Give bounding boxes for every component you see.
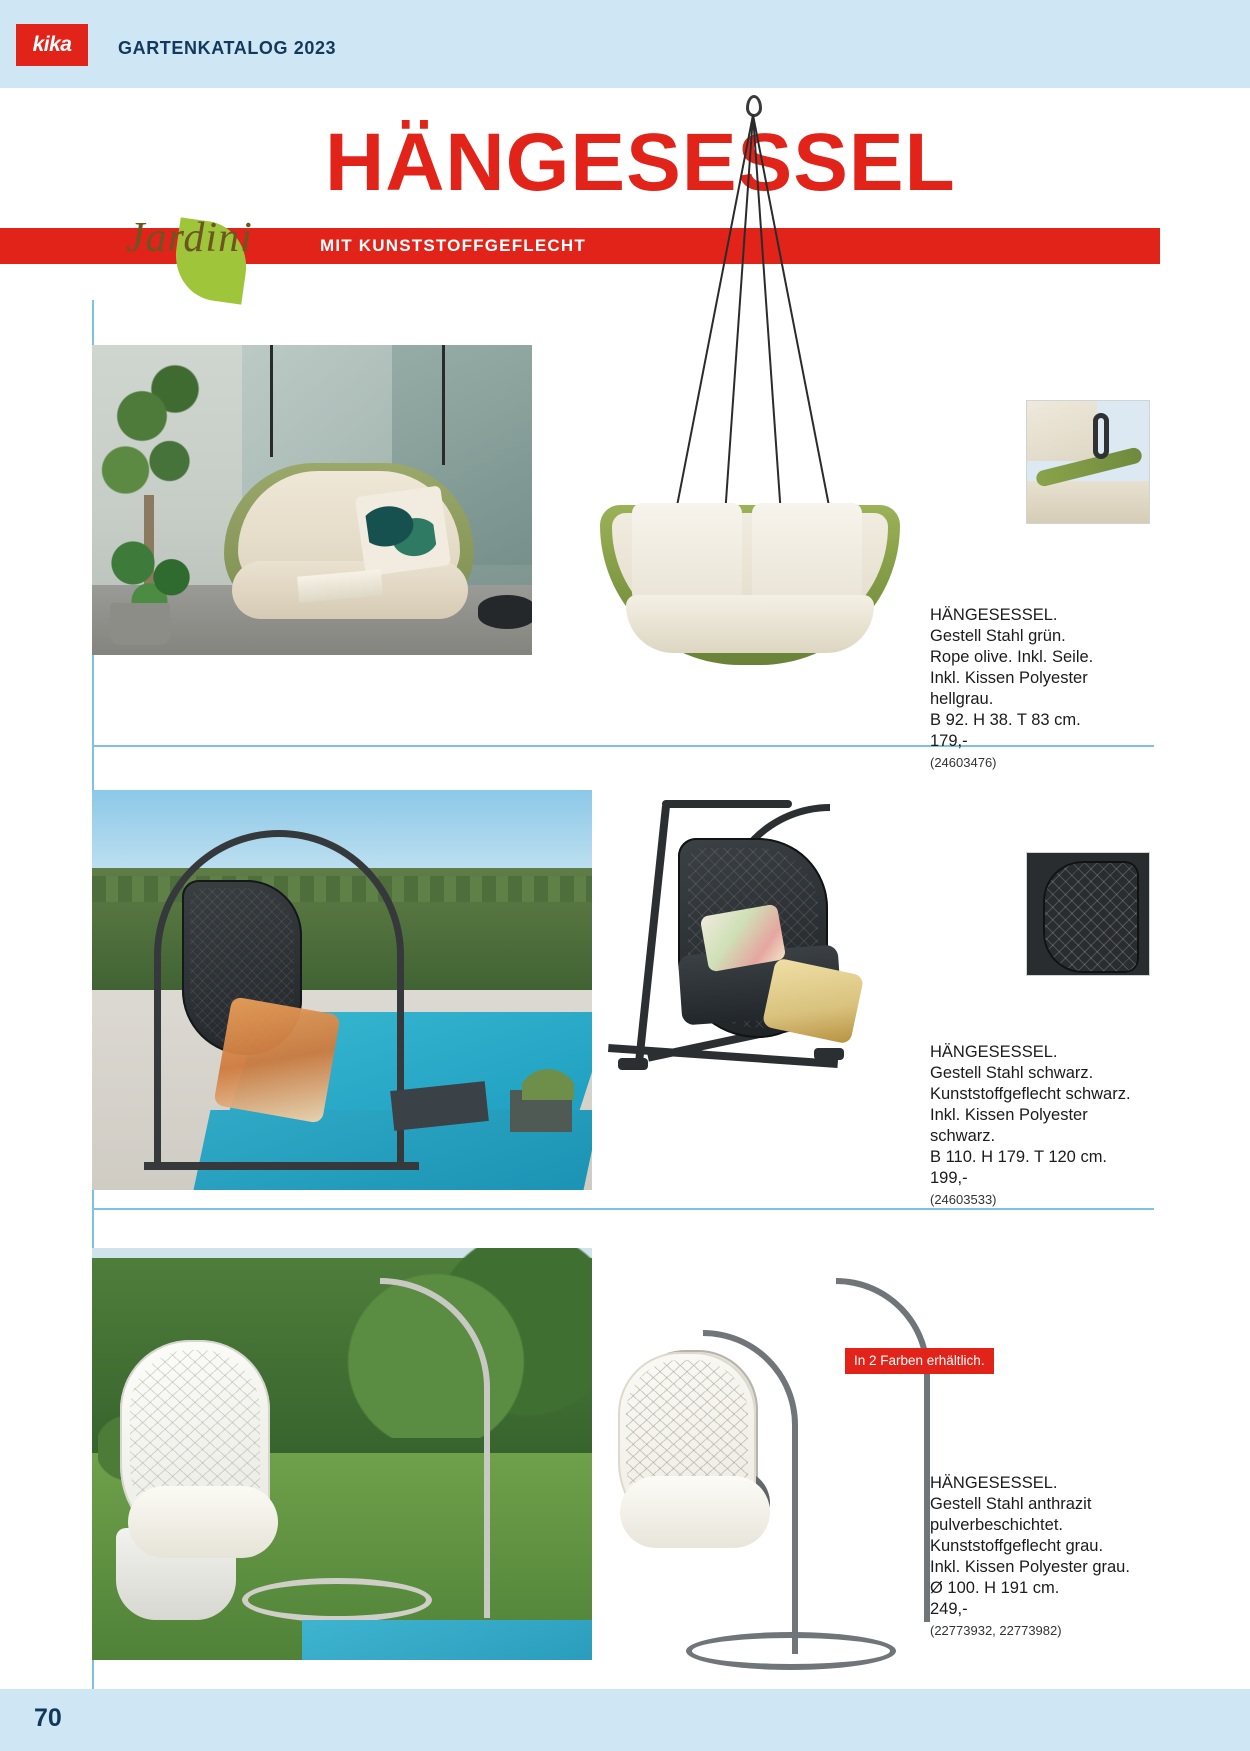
product-1-code: (24603476): [930, 755, 997, 770]
catalog-title: GARTENKATALOG 2023: [118, 38, 337, 58]
product-2-line-2: Kunststoffgeflecht schwarz.: [930, 1085, 1131, 1103]
product-1-line-5: B 92. H 38. T 83 cm.: [930, 711, 1081, 729]
product-info-2: [930, 1042, 1190, 1210]
brand-logo: [120, 196, 310, 306]
lifestyle-photo-green-hanging-sofa: [92, 345, 532, 655]
product-1-price: 179,-: [930, 732, 968, 750]
product-cutout-green-hanging-sofa: [600, 95, 900, 675]
product-2-line-1: Gestell Stahl schwarz.: [930, 1064, 1094, 1082]
product-2-name: HÄNGESESSEL.: [930, 1043, 1058, 1061]
page-header: [0, 0, 1250, 88]
brand-name: Jardini: [126, 215, 253, 261]
product-1-name: HÄNGESESSEL.: [930, 606, 1058, 624]
product-cutout-two-egg-chairs: [600, 1270, 930, 1660]
product-2-code: (24603533): [930, 1192, 997, 1207]
product-3-price: 249,-: [930, 1600, 968, 1618]
product-3-line-5: Ø 100. H 191 cm.: [930, 1579, 1060, 1597]
lifestyle-photo-white-egg-chair: [92, 1248, 592, 1660]
product-2-line-4: schwarz.: [930, 1127, 996, 1145]
page-subtitle: MIT KUNSTSTOFFGEFLECHT: [320, 236, 586, 255]
hook-icon: [746, 95, 762, 117]
detail-thumb-green-rope: [1026, 400, 1150, 524]
lifestyle-photo-black-hanging-chair: [92, 790, 592, 1190]
product-1-line-2: Rope olive. Inkl. Seile.: [930, 648, 1094, 666]
page-footer: [0, 1689, 1250, 1751]
product-3-line-2: pulverbeschichtet.: [930, 1516, 1063, 1534]
product-2-line-3: Inkl. Kissen Polyester: [930, 1106, 1088, 1124]
product-1-line-3: Inkl. Kissen Polyester: [930, 669, 1088, 687]
product-1-line-4: hellgrau.: [930, 690, 994, 708]
detail-thumb-black-weave: [1026, 852, 1150, 976]
product-info-1: [930, 605, 1190, 773]
status-badge-two-colors: In 2 Farben erhältlich.: [845, 1348, 994, 1374]
product-3-code: (22773932, 22773982): [930, 1623, 1062, 1638]
product-info-3: [930, 1473, 1190, 1641]
product-3-line-4: Inkl. Kissen Polyester grau.: [930, 1558, 1130, 1576]
product-1-line-1: Gestell Stahl grün.: [930, 627, 1066, 645]
product-3-line-3: Kunststoffgeflecht grau.: [930, 1537, 1104, 1555]
page-number: 70: [34, 1704, 62, 1732]
product-3-line-1: Gestell Stahl anthrazit: [930, 1495, 1092, 1513]
product-cutout-black-hanging-chair: [600, 790, 900, 1110]
logo-text: kika: [32, 33, 72, 56]
product-2-price: 199,-: [930, 1169, 968, 1187]
page-title: HÄNGESESSEL: [325, 117, 956, 208]
product-3-name: HÄNGESESSEL.: [930, 1474, 1058, 1492]
product-2-line-5: B 110. H 179. T 120 cm.: [930, 1148, 1108, 1166]
kika-logo: [16, 24, 88, 66]
